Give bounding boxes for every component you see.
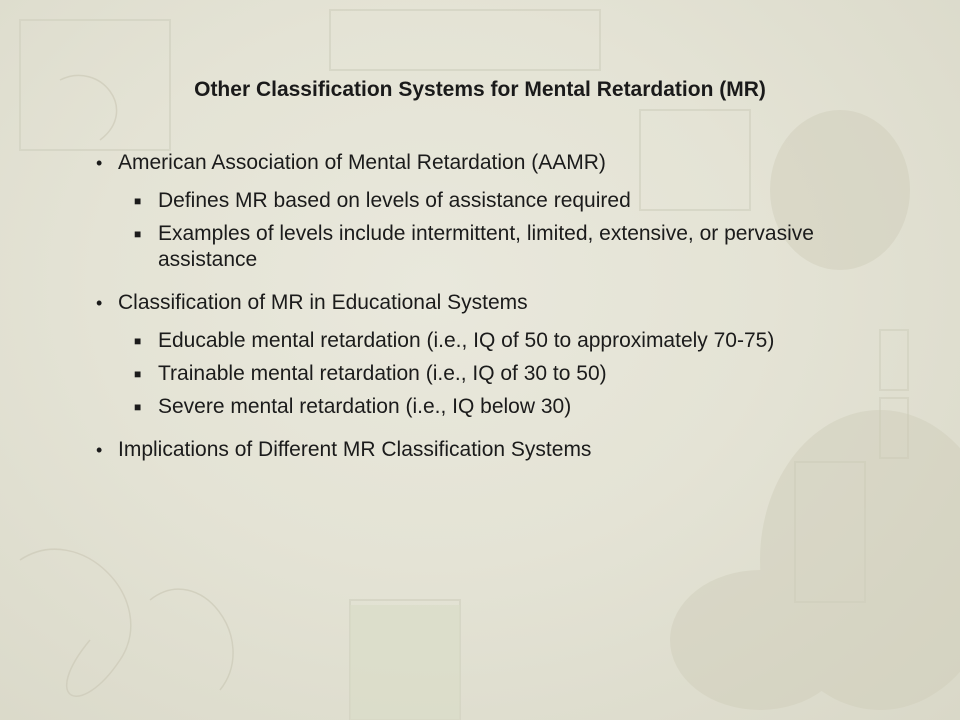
sub-bullet-text: Defines MR based on levels of assistance required — [158, 189, 631, 212]
sub-bullet-item — [96, 361, 896, 387]
bullet-text: Classification of MR in Educational Systems — [118, 291, 528, 314]
bullet-text: American Association of Mental Retardation (AAMR) — [118, 151, 606, 174]
sub-bullet-marker: ■ — [134, 227, 142, 241]
sub-bullet-marker: ■ — [134, 400, 142, 414]
sub-bullet-marker: ■ — [134, 367, 142, 381]
bullet-item — [96, 290, 896, 316]
sub-bullet-text: Educable mental retardation (i.e., IQ of 50 to approximately 70-75) — [158, 329, 775, 352]
sub-bullet-item — [96, 328, 896, 354]
sub-bullet-text: Trainable mental retardation (i.e., IQ of 30 to 50) — [158, 362, 607, 385]
bullet-item — [96, 437, 896, 463]
bullet-list — [96, 150, 896, 479]
bullet-marker: • — [96, 293, 103, 313]
sub-bullet-marker: ■ — [134, 334, 142, 348]
sub-bullet-marker: ■ — [134, 194, 142, 208]
sub-bullet-item — [96, 188, 896, 214]
bullet-item — [96, 150, 896, 176]
sub-bullet-item — [96, 394, 896, 420]
bullet-marker: • — [96, 440, 103, 460]
bullet-text: Implications of Different MR Classification Systems — [118, 438, 592, 461]
sub-bullet-text: Examples of levels include intermittent, limited, extensive, or pervasive assistance — [158, 222, 814, 271]
sub-bullet-item — [96, 221, 896, 273]
slide-title: Other Classification Systems for Mental Retardation (MR) — [194, 78, 766, 101]
bullet-marker: • — [96, 153, 103, 173]
sub-bullet-text: Severe mental retardation (i.e., IQ below 30) — [158, 395, 572, 418]
